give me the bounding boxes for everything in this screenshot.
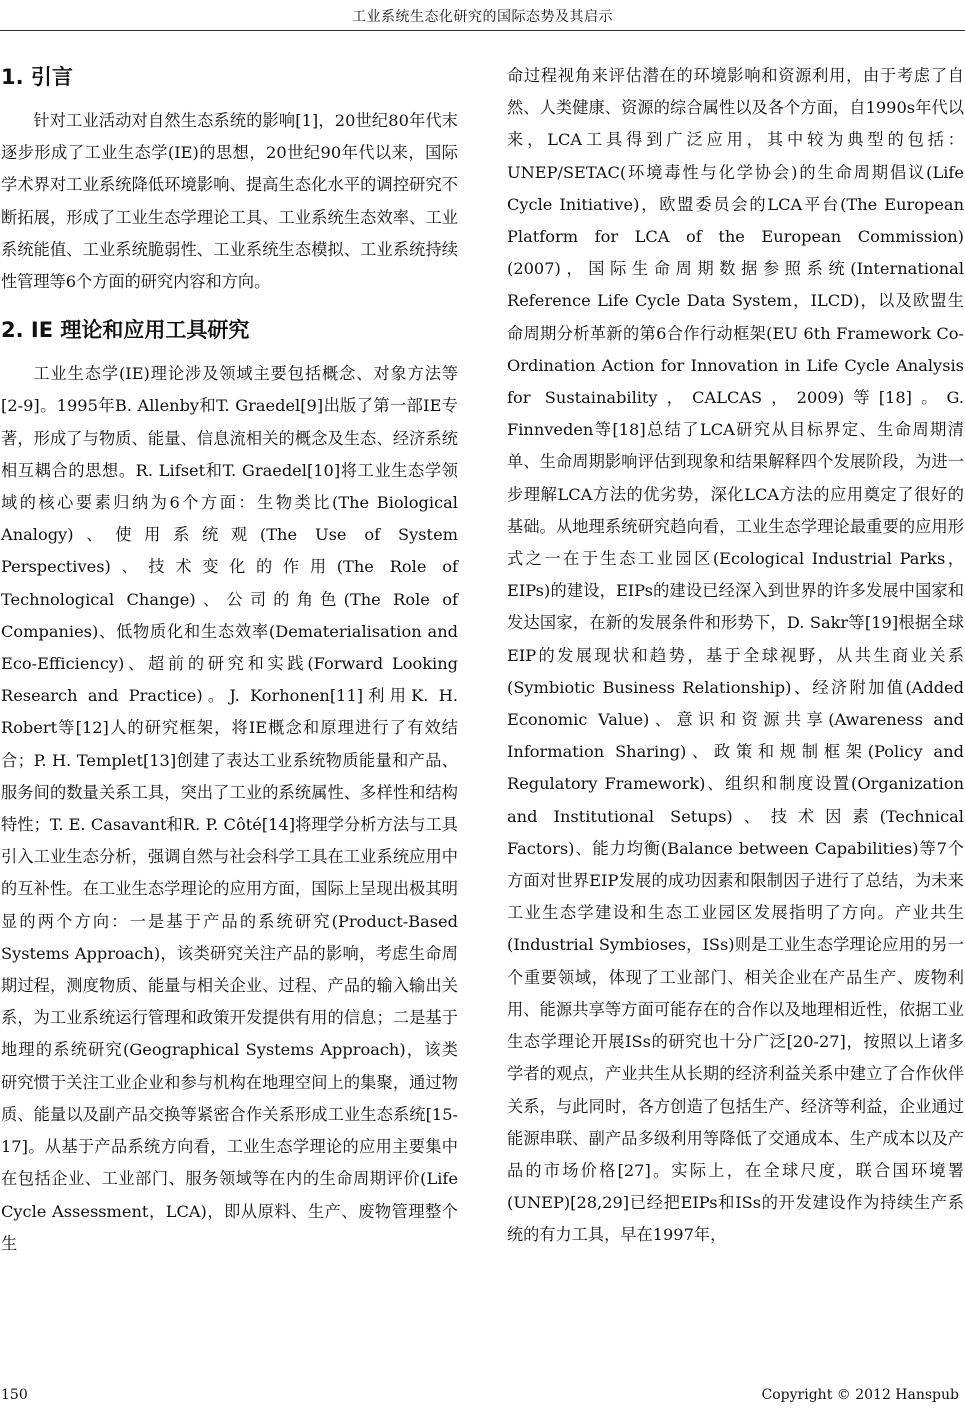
- paragraph-continuation: 命过程视角来评估潜在的环境影响和资源利用，由于考虑了自然、人类健康、资源的综合属性以及各个方面，自1990s年代以来，LCA工具得到广泛应用，其中较为典型的包括：UNEP/SETAC(环境毒性与化学协会)的生命周期倡议(Life Cycle Initiative)，欧盟委员会的LCA平台(The European Platform for LCA of the European Commission)(2007)，国际生命周期数据参照系统(International Reference Life Cycle Data System，ILCD)，以及欧盟生命周期分析革新的第6合作行动框架(EU 6th Framework Co-Ordination Action for Innovation in Life Cycle Analysis for Sustainability，CALCAS，2009)等[18]。G. Finnveden等[18]总结了LCA研究从目标界定、生命周期清单、生命周期影响评估到现象和结果解释四个发展阶段，为进一步理解LCA方法的优劣势，深化LCA方法的应用奠定了很好的基础。从地理系统研究趋向看，工业生态学理论最重要的应用形式之一在于生态工业园区(Ecological Industrial Parks，EIPs)的建设，EIPs的建设已经深入到世界的许多发展中国家和发达国家，在新的发展条件和形势下，D. Sakr等[19]根据全球EIP的发展现状和趋势，基于全球视野，从共生商业关系(Symbiotic Business Relationship)、经济附加值(Added Economic Value)、意识和资源共享(Awareness and Information Sharing)、政策和规制框架(Policy and Regulatory Framework)、组织和制度设置(Organization and Institutional Setups)、技术因素(Technical Factors)、能力均衡(Balance between Capabilities)等7个方面对世界EIP发展的成功因素和限制因子进行了总结，为未来工业生态学建设和生态工业园区发展指明了方向。产业共生(Industrial Symbioses，ISs)则是工业生态学理论应用的另一个重要领域，体现了工业部门、相关企业在产品生产、废物利用、能源共享等方面可能存在的合作以及地理相近性，依据工业生态学理论开展ISs的研究也十分广泛[20-27]，按照以上诸多学者的观点，产业共生从长期的经济利益关系中建立了合作伙伴关系，与此同时，各方创造了包括生产、经济等利益，企业通过能源串联、副产品多级利用等降低了交通成本、生产成本以及产品的市场价格[27]。实际上，在全球尺度，联合国环境署(UNEP)[28,29]已经把EIPs和ISs的开发建设作为持续生产系统的有力工具，早在1997年，: [507, 66, 964, 1245]
- page-number: 150: [1, 1387, 28, 1403]
- paragraph-introduction: 针对工业活动对自然生态系统的影响[1]，20世纪80年代末逐步形成了工业生态学(IE)的思想，20世纪90年代以来，国际学术界对工业系统降低环境影响、提高生态化水平的调控研究不断拓展，形成了工业生态学理论工具、工业系统生态效率、工业系统能值、工业系统脆弱性、工业系统生态模拟、工业系统持续性管理等6个方面的研究内容和方向。: [1, 111, 458, 292]
- paragraph-ie-theory: 工业生态学(IE)理论涉及领域主要包括概念、对象方法等[2-9]。1995年B. Allenby和T. Graedel[9]出版了第一部IE专著，形成了与物质、能量、信息流相关的概念及生态、经济系统相互耦合的思想。R. Lifset和T. Graedel[10]将工业生态学领域的核心要素归纳为6个方面：生物类比(The Biological Analogy)、使用系统观(The Use of System Perspectives)、技术变化的作用(The Role of Technological Change)、公司的角色(The Role of Companies)、低物质化和生态效率(Dematerialisation and Eco-Efficiency)、超前的研究和实践(Forward Looking Research and Practice)。J. Korhonen[11]利用K. H. Robert等[12]人的研究框架，将IE概念和原理进行了有效结合；P. H. Templet[13]创建了表达工业系统物质能量和产品、服务间的数量关系工具，突出了工业的系统属性、多样性和结构特性；T. E. Casavant和R. P. Côté[14]将理学分析方法与工具引入工业生态分析，强调自然与社会科学工具在工业系统应用中的互补性。在工业生态学理论的应用方面，国际上呈现出极其明显的两个方向：一是基于产品的系统研究(Product-Based Systems Approach)，该类研究关注产品的影响，考虑生命周期过程，测度物质、能量与相关企业、过程、产品的输入输出关系，为工业系统运行管理和政策开发提供有用的信息；二是基于地理的系统研究(Geographical Systems Approach)，该类研究惯于关注工业企业和参与机构在地理空间上的集聚，通过物质、能量以及副产品交换等紧密合作关系形成工业生态系统[15-17]。从基于产品系统方向看，工业生态学理论的应用主要集中在包括企业、工业部门、服务领域等在内的生命周期评价(Life Cycle Assessment，LCA)，即从原料、生产、废物管理整个生: [1, 364, 458, 1253]
- right-column: [507, 60, 964, 1252]
- header-rule: [0, 30, 965, 31]
- left-column: [1, 55, 458, 1260]
- copyright-notice: Copyright © 2012 Hanspub: [761, 1387, 959, 1403]
- section-heading-introduction: 1. 引言: [1, 65, 73, 89]
- running-head: 工业系统生态化研究的国际态势及其启示: [352, 9, 613, 25]
- section-heading-ie-theory: 2. IE 理论和应用工具研究: [1, 318, 250, 343]
